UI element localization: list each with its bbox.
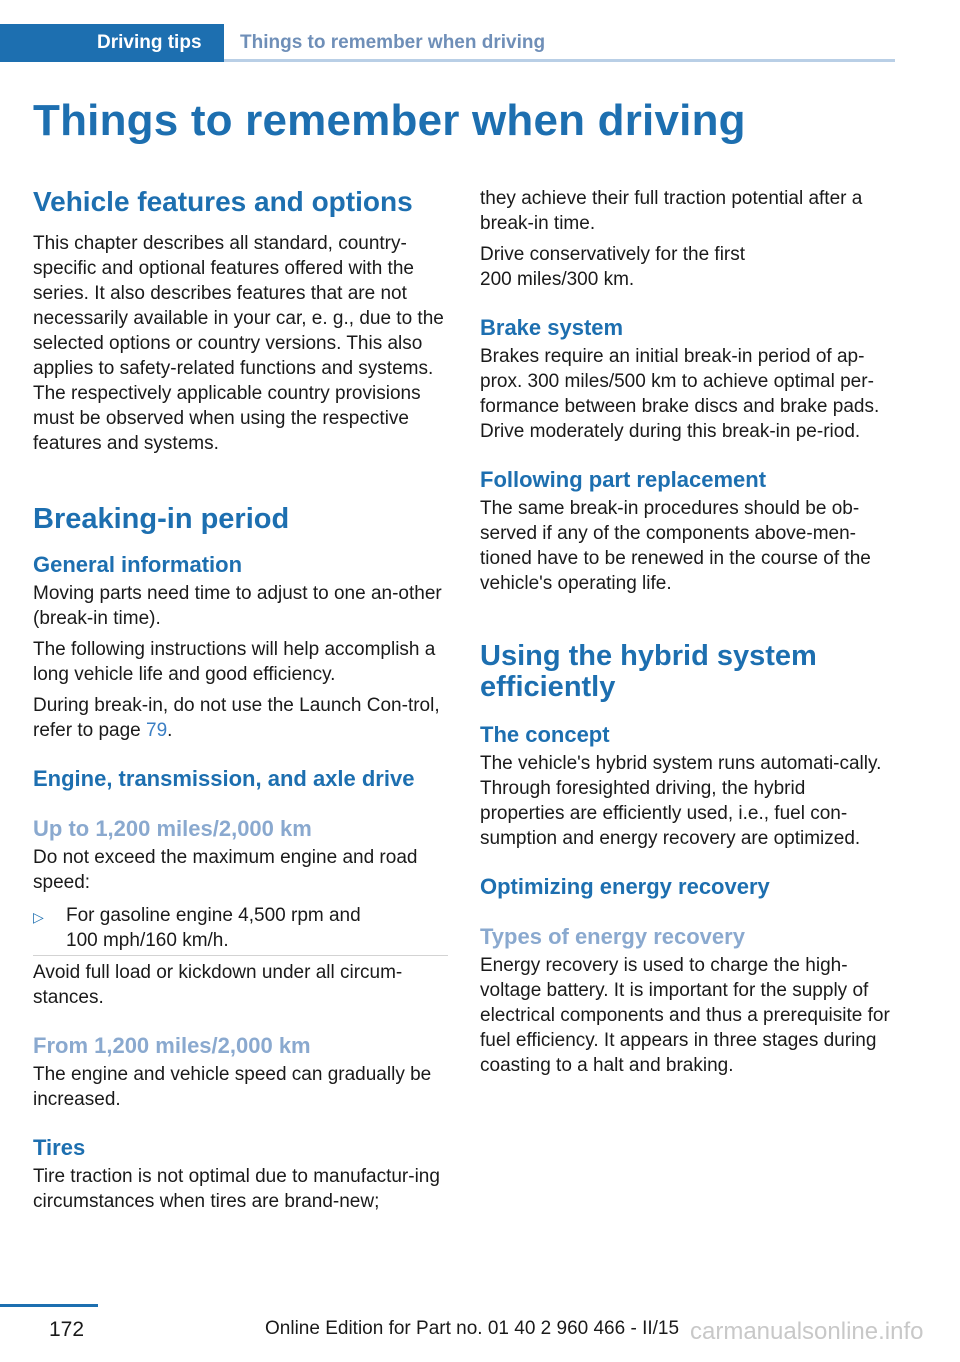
watermark: carmanualsonline.info [690, 1318, 924, 1345]
section-tab [0, 24, 224, 62]
paragraph-general-2: The following instructions will help accomplish a long vehicle life and good efficiency. [33, 639, 436, 685]
right-column [480, 186, 895, 1078]
page-number: 172 [49, 1318, 85, 1341]
paragraph-brake-system: Brakes require an initial break-in period of ap-prox. 300 miles/500 km to achieve optimal per-formance between brake discs and brake pads. Drive moderately during this break-in pe-riod. [480, 346, 880, 442]
paragraph-general-3-end: . [167, 720, 173, 741]
edition-text: Online Edition for Part no. 01 40 2 960 466 - II/15 [265, 1318, 680, 1339]
breadcrumb: Things to remember when driving [240, 32, 546, 53]
section-tab-label: Driving tips [97, 32, 202, 53]
header-rule [224, 59, 895, 62]
paragraph-types: Energy recovery is used to charge the high-voltage battery. It is important for the supply of electrical components and thus a prerequisite for fuel efficiency. It appears in three stages during coasting to a halt and braking. [480, 955, 890, 1076]
left-column [33, 184, 448, 1214]
heading-breaking-in: Breaking-in period [33, 503, 290, 535]
heading-hybrid-system: Using the hybrid system efficiently [480, 640, 817, 703]
paragraph-general-3 [33, 693, 448, 743]
paragraph-avoid: Avoid full load or kickdown under all circum-stances. [33, 962, 403, 1008]
page-title: Things to remember when driving [33, 96, 746, 145]
triangle-bullet-icon: ▷ [33, 909, 44, 925]
footer-rule [0, 1304, 98, 1307]
heading-optimizing-energy-recovery: Optimizing energy recovery [480, 874, 770, 899]
paragraph-tires: Tire traction is not optimal due to manufactur-ing circumstances when tires are brand-new; [33, 1166, 440, 1212]
paragraph-following-part: The same break-in procedures should be ob-served if any of the components above-men-tioned have to be renewed in the course of the vehicle's operating life. [480, 498, 871, 594]
page-link-79[interactable]: 79 [146, 720, 168, 741]
heading-the-concept: The concept [480, 722, 610, 747]
list-item [33, 903, 448, 953]
paragraph-tires-continued: they achieve their full traction potential after a break-in time. [480, 188, 863, 234]
heading-from-1200: From 1,200 miles/2,000 km [33, 1033, 311, 1058]
list-item-text: For gasoline engine 4,500 rpm and 100 mph/160 km/h. [66, 905, 361, 951]
heading-engine-transmission: Engine, transmission, and axle drive [33, 766, 415, 791]
heading-up-to-1200: Up to 1,200 miles/2,000 km [33, 816, 312, 841]
paragraph-vehicle-features: This chapter describes all standard, country-specific and optional features offered with the series. It also describes features that are not necessarily available in your car, e. g., due to the selected options or country versions. This also applies to safety-related functions and systems. The respectively applicable country provisions must be observed when using the respective features and systems. [33, 233, 444, 454]
paragraph-up-to: Do not exceed the maximum engine and road speed: [33, 847, 418, 893]
page-header [0, 24, 895, 62]
list-divider [33, 955, 448, 956]
heading-brake-system: Brake system [480, 315, 624, 340]
paragraph-general-1: Moving parts need time to adjust to one an-other (break-in time). [33, 583, 442, 629]
paragraph-concept: The vehicle's hybrid system runs automati-cally. Through foresighted driving, the hybrid properties are efficiently used, i.e., fuel con-sumption and energy recovery are optimized. [480, 753, 882, 849]
paragraph-drive-conservatively: Drive conservatively for the first 200 miles/300 km. [480, 244, 746, 290]
heading-tires: Tires [33, 1135, 86, 1160]
paragraph-general-3-text: During break-in, do not use the Launch Con-trol, refer to page [33, 695, 440, 741]
heading-following-part-replacement: Following part replacement [480, 467, 767, 492]
heading-types-energy-recovery: Types of energy recovery [480, 924, 745, 949]
heading-vehicle-features: Vehicle features and options [33, 186, 413, 217]
paragraph-from: The engine and vehicle speed can gradually be increased. [33, 1064, 432, 1110]
heading-general-information: General information [33, 552, 243, 577]
